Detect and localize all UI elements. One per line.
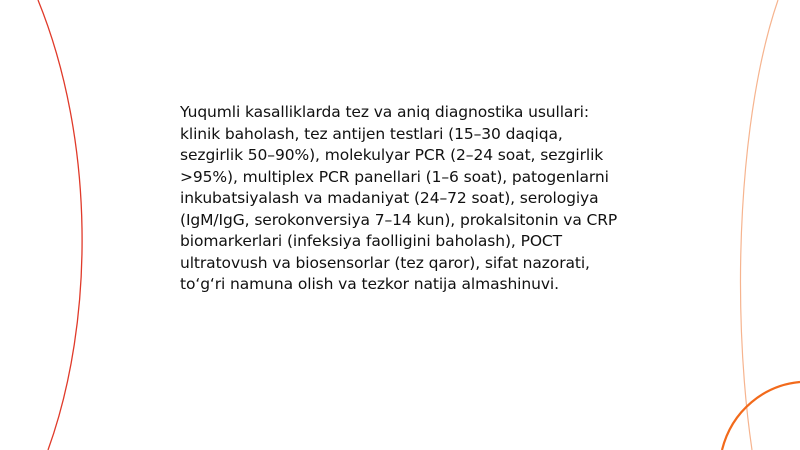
right-arc-line [740,0,778,450]
bottom-right-arc [722,382,800,450]
body-text: Yuqumli kasalliklarda tez va aniq diagnostika usullari: klinik baholash, tez antijen testlari (15–30 daqiqa, sezgirlik 50–90%), molekulyar PCR (2–24 soat, sezgirlik >95%), multiplex PCR panellari (1–6 soat), patogenlarni inkubatsiyalash va madaniyat (24–72 soat), serologiya (IgM/IgG, serokonversiya 7–14 kun), prokalsitonin va CRP biomarkerlari (infeksiya faolligini baholash), POCT ultratovush va biosensorlar (tez qaror), sifat nazorati, to‘g‘ri namuna olish va tezkor natija almashinuvi. [180,103,618,293]
left-arc-line [38,0,82,450]
